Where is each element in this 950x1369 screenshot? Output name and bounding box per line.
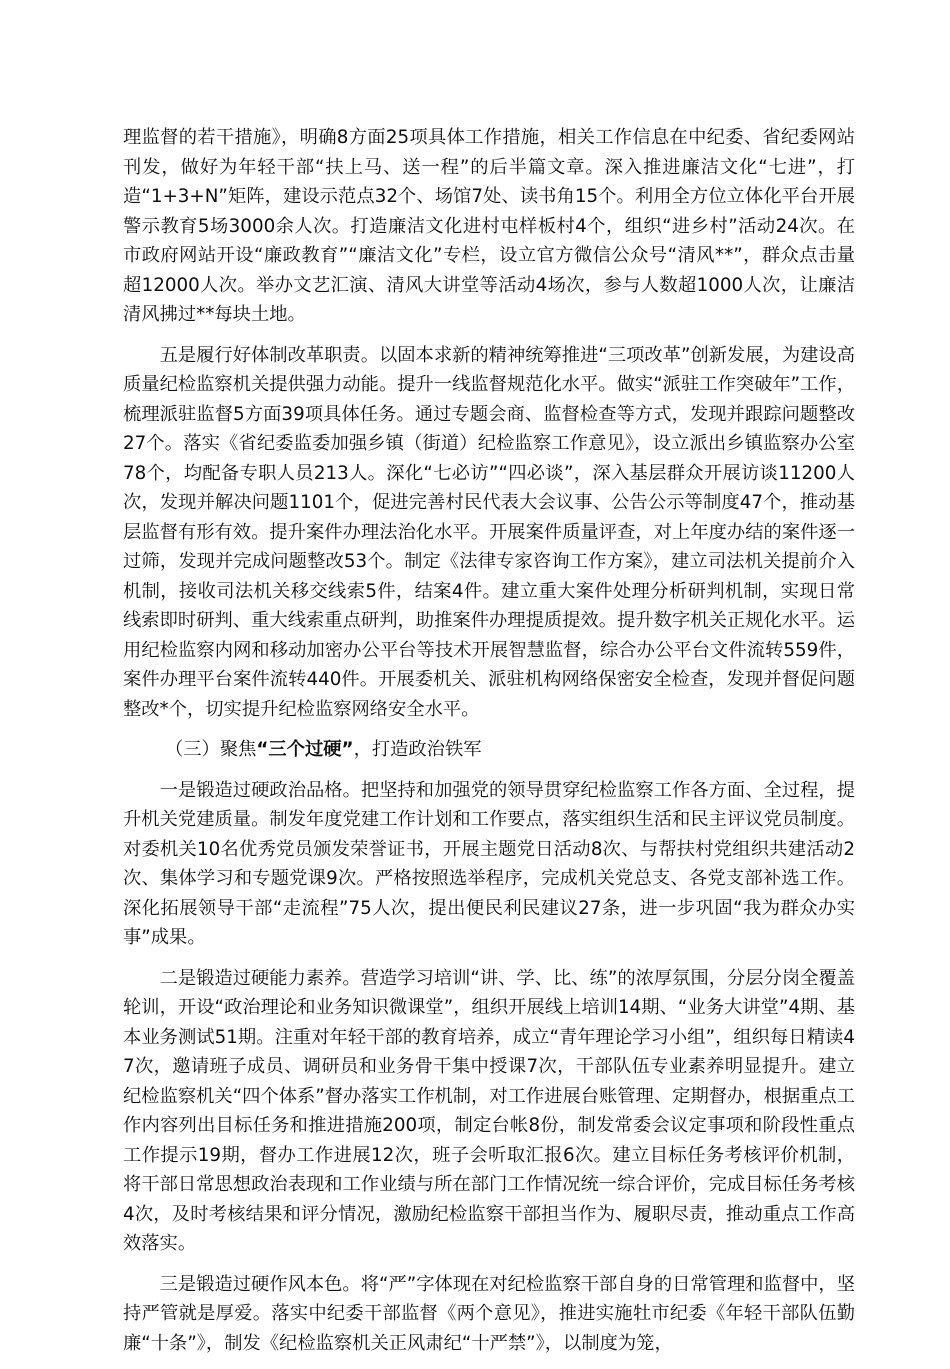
heading-suffix: ，打造政治铁军	[353, 739, 482, 760]
paragraph-ability-training: 二是锻造过硬能力素养。营造学习培训“讲、学、比、练”的浓厚氛围，分层分岗全覆盖轮训，开设“政治理论和业务知识微课堂”，组织开展线上培训14期、“业务大讲堂”4期、基本业务测试51期。注重对年轻干部的教育培养，成立“青年理论学习小组”，组织每日精读47次，邀请班子成员、调研员和业务骨干集中授课7次，干部队伍专业素养明显提升。建立纪检监察机关“四个体系”督办落实工作机制，对工作进展台账管理、定期督办，根据重点工作内容列出目标任务和推进措施200项，制定台帐8份，制发常委会议定事项和阶段性重点工作提示19期，督办工作进展12次，班子会听取汇报6次。建立目标任务考核评价机制，将干部日常思想政治表现和工作业绩与所在部门工作情况统一综合评价，完成目标任务考核4次，及时考核结果和评分情况，激励纪检监察干部担当作为、履职尽责，推动重点工作高效落实。	[123, 967, 855, 1254]
heading-emphasis: “三个过硬”	[256, 739, 354, 760]
paragraph-system-reform: 五是履行好体制改革职责。以固本求新的精神统筹推进“三项改革”创新发展，为建设高质量纪检监察机关提供强力动能。提升一线监督规范化水平。做实“派驻工作突破年”工作，梳理派驻监督5方面39项具体任务。通过专题会商、监督检查等方式，发现并跟踪问题整改27个。落实《省纪委监委加强乡镇（街道）纪检监察工作意见》，设立派出乡镇监察办公室78个，均配备专职人员213人。深化“七必访”“四必谈”，深入基层群众开展访谈11200人次，发现并解决问题1101个，促进完善村民代表大会议事、公告公示等制度47个，推动基层监督有形有效。提升案件办理法治化水平。开展案件质量评查，对上年度办结的案件逐一过筛，发现并完成问题整改53个。制定《法律专家咨询工作方案》，建立司法机关提前介入机制，接收司法机关移交线索5件，结案4件。建立重大案件处理分析研判机制，实现日常线索即时研判、重大线索重点研判，助推案件办理提质提效。提升数字机关正规化水平。运用纪检监察内网和移动加密办公平台等技术开展智慧监督，综合办公平台文件流转559件，案件办理平台案件流转440件。开展委机关、派驻机构网络保密安全检查，发现并督促问题整改*个，切实提升纪检监察网络安全水平。	[123, 344, 855, 720]
paragraph-discipline-culture: 理监督的若干措施》，明确8方面25项具体工作措施，相关工作信息在中纪委、省纪委网站刊发，做好为年轻干部“扶上马、送一程”的后半篇文章。深入推进廉洁文化“七进”，打造“1+3+N”矩阵，建设示范点32个、场馆7处、读书角15个。利用全方位立体化平台开展警示教育5场3000余人次。打造廉洁文化进村屯样板村4个，组织“进乡村”活动24次。在市政府网站开设“廉政教育”“廉洁文化”专栏，设立官方微信公众号“清风**”，群众点击量超12000人次。举办文艺汇演、清风大讲堂等活动4场次，参与人数超1000人次，让廉洁清风拂过**每块土地。	[123, 127, 855, 325]
paragraph-work-style: 三是锻造过硬作风本色。将“严”字体现在对纪检监察干部自身的日常管理和监督中，坚持严管就是厚爱。落实中纪委干部监督《两个意见》，推进实施牡市纪委《年轻干部队伍勤廉“十条”》，制发《纪检监察机关正风肃纪“十严禁”》，以制度为笼，	[123, 1273, 855, 1354]
paragraph-political-character: 一是锻造过硬政治品格。把坚持和加强党的领导贯穿纪检监察工作各方面、全过程，提升机关党建质量。制发年度党建工作计划和工作要点，落实组织生活和民主评议党员制度。对委机关10名优秀党员颁发荣誉证书，开展主题党日活动8次、与帮扶村党组织共建活动2次、集体学习和专题党课9次。严格按照选举程序，完成机关党总支、各党支部补选工作。深化拓展领导干部“走流程”75人次，提出便民利民建议27条，进一步巩固“我为群众办实事”成果。	[123, 779, 855, 948]
section-heading	[123, 735, 855, 765]
document-page	[123, 123, 855, 1369]
heading-prefix: （三）聚焦	[165, 739, 257, 760]
